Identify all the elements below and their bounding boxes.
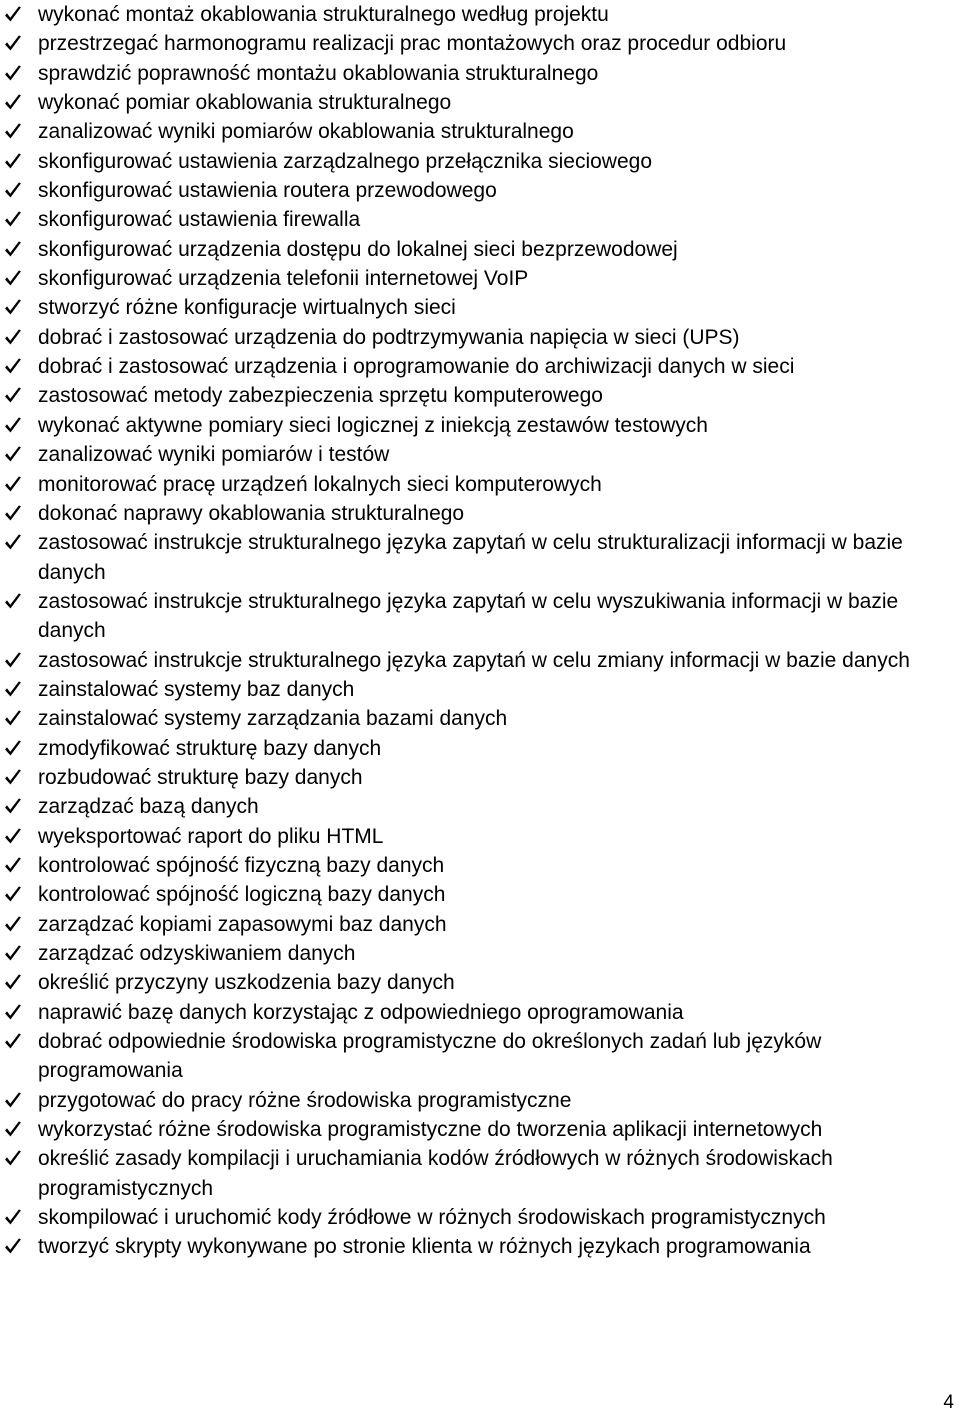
checklist-item: [4, 440, 954, 469]
checklist-item: [4, 176, 954, 205]
checklist-item-text: przygotować do pracy różne środowiska programistyczne: [38, 1088, 572, 1112]
checklist-item: [4, 293, 954, 322]
checklist-item: [4, 763, 954, 792]
checklist-item: [4, 411, 954, 440]
checklist-item-text: dobrać odpowiednie środowiska programistyczne do określonych zadań lub języków programowania: [38, 1030, 822, 1083]
check-icon: [4, 476, 22, 493]
checklist-item: [4, 59, 954, 88]
page-number: 4: [943, 1392, 954, 1413]
checklist-item-text: skompilować i uruchomić kody źródłowe w różnych środowiskach programistycznych: [38, 1206, 826, 1230]
check-icon: [4, 798, 22, 815]
checklist-item: [4, 528, 954, 587]
check-icon: [4, 945, 22, 962]
check-icon: [4, 769, 22, 786]
check-icon: [4, 358, 22, 375]
checklist-item: [4, 675, 954, 704]
check-icon: [4, 534, 22, 551]
checklist-item-text: skonfigurować ustawienia routera przewodowego: [38, 179, 497, 203]
checklist-item-text: dobrać i zastosować urządzenia do podtrzymywania napięcia w sieci (UPS): [38, 325, 740, 349]
checklist-item-text: określić zasady kompilacji i uruchamiania kodów źródłowych w różnych środowiskach programistycznych: [38, 1147, 833, 1200]
checklist-item-text: stworzyć różne konfiguracje wirtualnych sieci: [38, 296, 456, 320]
checklist-item-text: skonfigurować urządzenia dostępu do lokalnej sieci bezprzewodowej: [38, 237, 678, 261]
checklist-item-text: dobrać i zastosować urządzenia i oprogramowanie do archiwizacji danych w sieci: [38, 355, 795, 379]
checklist-item-text: skonfigurować ustawienia firewalla: [38, 208, 361, 232]
checklist-item: [4, 880, 954, 909]
check-icon: [4, 710, 22, 727]
check-icon: [4, 1238, 22, 1255]
checklist-item-text: skonfigurować urządzenia telefonii internetowej VoIP: [38, 267, 529, 291]
checklist-item: [4, 646, 954, 675]
check-icon: [4, 211, 22, 228]
checklist-item-text: sprawdzić poprawność montażu okablowania strukturalnego: [38, 61, 599, 85]
checklist-item: [4, 1115, 954, 1144]
checklist-item-text: kontrolować spójność fizyczną bazy danych: [38, 853, 445, 877]
checklist-item: [4, 1086, 954, 1115]
check-icon: [4, 417, 22, 434]
checklist-item: [4, 822, 954, 851]
check-icon: [4, 299, 22, 316]
check-icon: [4, 329, 22, 346]
check-icon: [4, 740, 22, 757]
check-icon: [4, 505, 22, 522]
check-icon: [4, 94, 22, 111]
check-icon: [4, 916, 22, 933]
checklist-item: [4, 1027, 954, 1086]
checklist-item-text: zmodyfikować strukturę bazy danych: [38, 736, 382, 760]
checklist-item-text: zastosować instrukcje strukturalnego języka zapytań w celu zmiany informacji w bazie danych: [38, 648, 910, 672]
checklist-item-text: zarządzać odzyskiwaniem danych: [38, 942, 356, 965]
checklist-item: [4, 734, 954, 763]
check-icon: [4, 886, 22, 903]
checklist-item-text: zainstalować systemy zarządzania bazami danych: [38, 707, 508, 731]
check-icon: [4, 1121, 22, 1138]
checklist-item: [4, 381, 954, 410]
checklist-item-text: wykonać montaż okablowania strukturalnego według projektu: [38, 3, 609, 26]
checklist-item: [4, 264, 954, 293]
checklist-item-text: zarządzać kopiami zapasowymi baz danych: [38, 912, 447, 936]
check-icon: [4, 241, 22, 258]
checklist-item: [4, 792, 954, 821]
check-icon: [4, 35, 22, 52]
checklist-item-text: zainstalować systemy baz danych: [38, 677, 355, 701]
checklist-item-text: wykonać pomiar okablowania strukturalnego: [38, 91, 452, 115]
check-icon: [4, 828, 22, 845]
checklist-item: [4, 1144, 954, 1203]
checklist-item: [4, 88, 954, 117]
checklist-item-text: monitorować pracę urządzeń lokalnych sieci komputerowych: [38, 472, 602, 496]
checklist-item: [4, 205, 954, 234]
checklist-item-text: wykonać aktywne pomiary sieci logicznej z iniekcją zestawów testowych: [38, 413, 708, 437]
checklist-item-text: skonfigurować ustawienia zarządzalnego przełącznika sieciowego: [38, 149, 653, 173]
checklist-item: [4, 499, 954, 528]
checklist-item: [4, 29, 954, 58]
checklist-item: [4, 851, 954, 880]
checklist-item-text: zanalizować wyniki pomiarów i testów: [38, 443, 390, 467]
checklist-item-text: tworzyć skrypty wykonywane po stronie klienta w różnych językach programowania: [38, 1235, 811, 1259]
checklist-item: [4, 587, 954, 646]
checklist-item: [4, 1203, 954, 1232]
checklist-item-text: wyeksportować raport do pliku HTML: [38, 824, 384, 848]
check-icon: [4, 6, 22, 23]
check-icon: [4, 593, 22, 610]
check-icon: [4, 1209, 22, 1226]
checklist-item-text: zastosować metody zabezpieczenia sprzętu komputerowego: [38, 384, 603, 408]
check-icon: [4, 857, 22, 874]
checklist-item-text: zastosować instrukcje strukturalnego języka zapytań w celu strukturalizacji informacji w bazie danych: [38, 531, 903, 584]
check-icon: [4, 387, 22, 404]
checklist-item: [4, 704, 954, 733]
checklist-item-text: zastosować instrukcje strukturalnego języka zapytań w celu wyszukiwania informacji w bazie danych: [38, 589, 899, 643]
check-icon: [4, 1033, 22, 1050]
checklist-item: [4, 910, 954, 939]
checklist-item-text: naprawić bazę danych korzystając z odpowiedniego oprogramowania: [38, 1000, 684, 1024]
check-icon: [4, 65, 22, 82]
check-icon: [4, 652, 22, 669]
check-icon: [4, 1092, 22, 1109]
checklist-item-text: zarządzać bazą danych: [38, 795, 259, 819]
checklist-item-text: rozbudować strukturę bazy danych: [38, 765, 363, 789]
checklist-item: [4, 470, 954, 499]
checklist-item: [4, 939, 954, 968]
check-icon: [4, 1004, 22, 1021]
checklist-item-text: dokonać naprawy okablowania strukturalnego: [38, 501, 465, 525]
checklist-item: [4, 1232, 954, 1261]
checklist-item-text: kontrolować spójność logiczną bazy danych: [38, 883, 446, 907]
checklist-item-text: określić przyczyny uszkodzenia bazy danych: [38, 971, 455, 995]
checklist-item: [4, 323, 954, 352]
checklist-item: [4, 352, 954, 381]
checklist-item: [4, 0, 954, 29]
check-icon: [4, 153, 22, 170]
check-icon: [4, 123, 22, 140]
check-icon: [4, 270, 22, 287]
checklist-item: [4, 117, 954, 146]
check-icon: [4, 974, 22, 991]
checklist-item-text: wykorzystać różne środowiska programistyczne do tworzenia aplikacji internetowych: [38, 1118, 823, 1142]
checklist-item: [4, 235, 954, 264]
checklist-item-text: zanalizować wyniki pomiarów okablowania strukturalnego: [38, 120, 574, 144]
checklist-item: [4, 998, 954, 1027]
checklist-item: [4, 968, 954, 997]
check-icon: [4, 182, 22, 199]
checklist-item: [4, 147, 954, 176]
checklist: [4, 0, 954, 1262]
check-icon: [4, 446, 22, 463]
check-icon: [4, 681, 22, 698]
check-icon: [4, 1150, 22, 1167]
checklist-item-text: przestrzegać harmonogramu realizacji prac montażowych oraz procedur odbioru: [38, 32, 787, 56]
